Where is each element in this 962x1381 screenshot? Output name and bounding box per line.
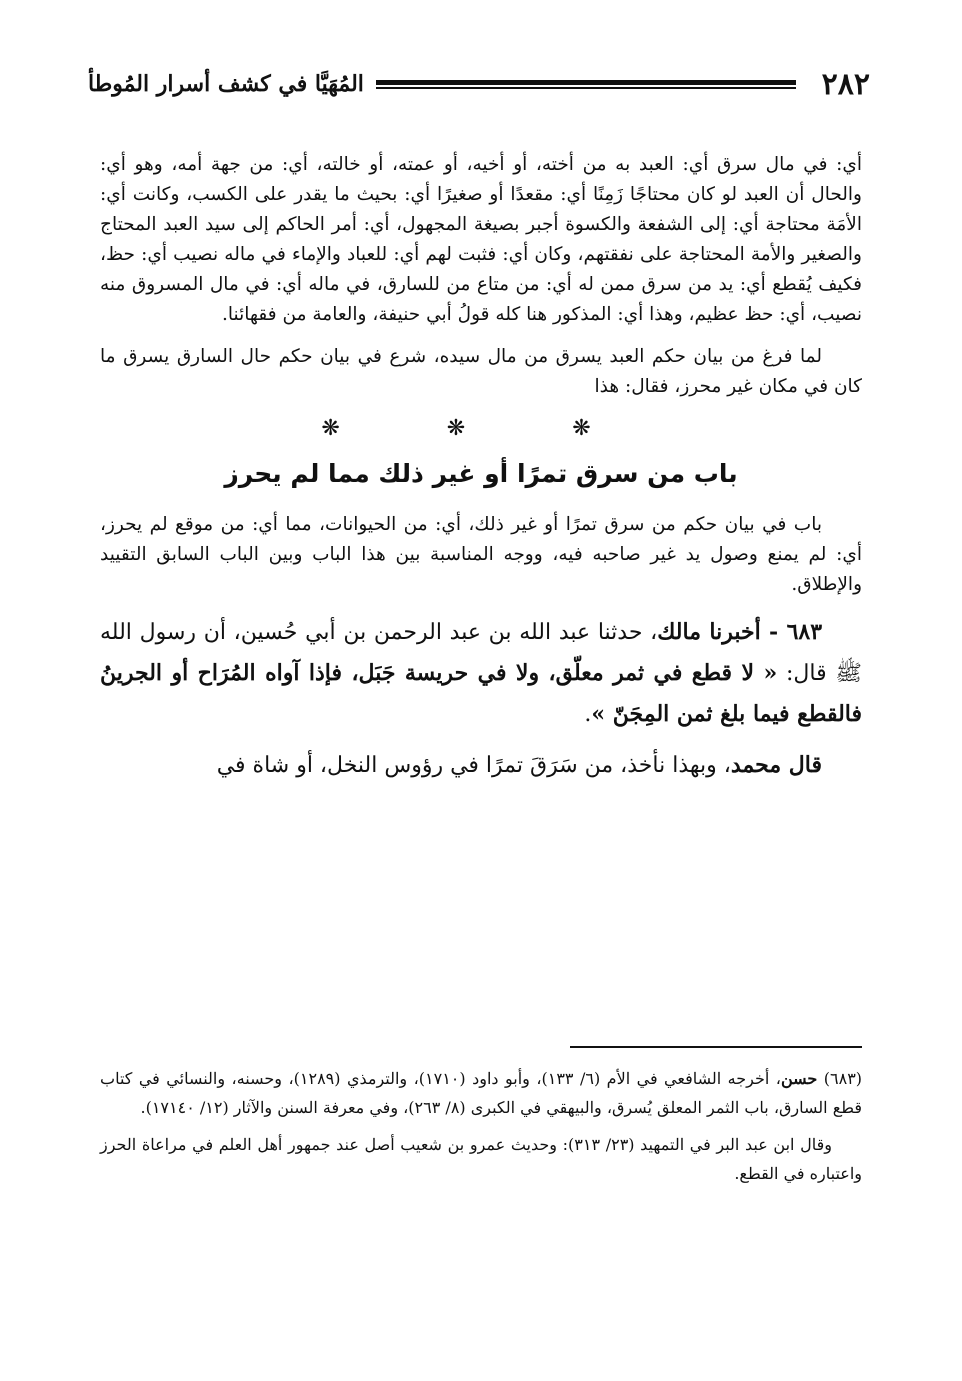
paragraph-2: لما فرغ من بيان حكم العبد يسرق من مال سيده، شرع في بيان حكم حال السارق يسرق ما كان في مكان غير محرز، فقال: هذا: [100, 346, 862, 397]
footnotes: [100, 1064, 862, 1196]
header-rule: [376, 80, 796, 89]
commentary-lead: قال محمد: [730, 752, 822, 778]
chapter-title: باب من سرق تمرًا أو غير ذلك مما لم يحرز: [224, 459, 738, 488]
main-text: [100, 150, 862, 796]
running-title: المُهَيَّا في كشف أسرار المُوطأ: [88, 71, 364, 97]
commentary-text: ، وبهذا نأخذ، من سَرَقَ تمرًا في رؤوس النخل، أو شاة في: [216, 753, 731, 778]
footnote-683: [100, 1064, 862, 1122]
footnote-2: وقال ابن عبد البر في التمهيد (٢٣/ ٣١٣): وحديث عمرو بن شعيب أصل عند جمهور أهل العلم في مراعاة الحرز واعتباره في القطع.: [100, 1135, 862, 1183]
page-number: ٢٨٢: [821, 66, 870, 102]
commentary: [100, 745, 862, 786]
footnote-text: ، أخرجه الشافعي في الأم (٦/ ١٣٣)، وأبو داود (١٧١٠)، والترمذي (١٢٨٩)، وحسنه، والنسائي في كتاب قطع السارق، باب الثمر المعلق يُسرق، والبيهقي في الكبرى (٨/ ٢٦٣)، وفي معرفة السنن والآثار (١٢/ ١٧١٤٠).: [100, 1069, 862, 1117]
section-separator: ❋ ❋ ❋: [321, 416, 641, 441]
hadith-chain: ، حدثنا عبد الله بن عبد الرحمن بن أبي حُسين، أن رسول الله ﷺ قال:: [100, 620, 862, 686]
paragraph-1: أي: في مال سرق أي: العبد به من أخته، أو أخيه، أو عمته، أو خالته، أي: من جهة أمه، وهو أي: والحال أن العبد لو كان محتاجًا زَمِنًا أي: مقعدًا أو صغيرًا أي: بحيث ما يقدر على الكسب، وكانت أي: الأمَة محتاجة أي: إلى الشفعة والكسوة أجبر بصيغة المجهول، أي: أمر الحاكم إلى سيد العبد المحتاج والصغير والأمة المحتاجة على نفقتهم، وكان أي: فثبت لهم أي: للعباد والإماء في ماله نصيب أي: حظ، فكيف يُقطع أي: يد من سرق ممن له أي: من متاع من للسارق، في ماله أي: في مال المسروق منه نصيب، أي: حظ عظيم، وهذا أي: المذكور هنا كله قولُ أبي حنيفة، والعامة من فقهائنا.: [100, 154, 862, 325]
hadith-number: ٦٨٣ -: [760, 619, 823, 645]
footnote-grade: حسن: [780, 1069, 818, 1088]
hadith-683: [100, 612, 862, 735]
hadith-end: .: [584, 702, 592, 727]
hadith-text: « لا قطع في ثمر معلّق، ولا في حريسة جَبَل، فإذا آواه المُرَاح أو الجرينُ فالقطع فيما بلغ ثمن المِجَنّ »: [100, 660, 862, 727]
hadith-narrator-lead: أخبرنا مالك: [657, 619, 761, 645]
page-header: [88, 60, 870, 108]
footnote-ref: (٦٨٣): [823, 1069, 863, 1088]
chapter-intro: باب في بيان حكم من سرق تمرًا أو غير ذلك، أي: من الحيوانات، مما أي: من موقع لم يحرز، أي: لم يمنع وصول يد غير صاحبه فيه، ووجه المناسبة بين هذا الباب وبين الباب السابق التقييد والإطلاق.: [100, 514, 862, 595]
footnote-separator: [570, 1046, 862, 1048]
